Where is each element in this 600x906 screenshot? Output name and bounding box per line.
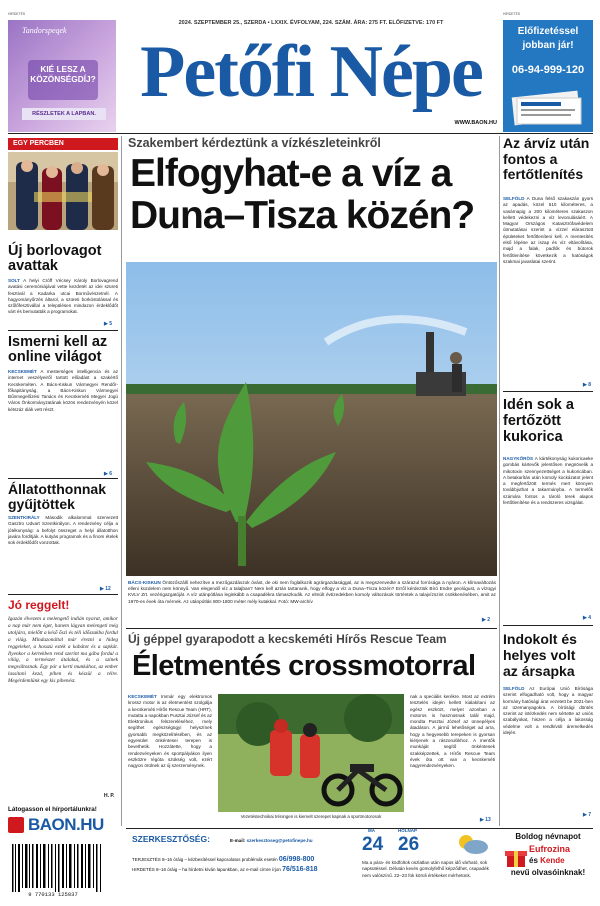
right-column [503, 136, 593, 826]
borlovag-photo[interactable] [8, 152, 118, 230]
ad-label-left: HIRDETÉS [8, 12, 26, 16]
staff-box [132, 830, 364, 900]
article-body: SOLT A helyi Cróff Vécsey Károly Borlovagrend avatási ceremóniájával vette kezdetét az idei szüreti fesztivál a Kadarka utcai Borművészetnél. A hagyományőrzés áltarol, a szüreti borkóstolással és szőlőfesztivállal a településen mindazon érdeklődőt várt és bemutatták a programokat. [8, 278, 118, 315]
newspaper-stack-icon [511, 86, 585, 126]
page-ref[interactable]: ▶ 13 [480, 817, 491, 823]
lead-photo-irrigation[interactable] [126, 262, 497, 576]
weather-text: Ma a pára- és ködfoltok oszlatlan után napos idő várható, sok napsütéssel. Délután kevés gomolyfelhő képződhet, csapadék nem valószínű. 22–23 fok körüli értékeket mérhetünk. [362, 860, 489, 878]
baon-logo-text: BAON.HU [28, 815, 104, 834]
baon-logo-icon [8, 817, 24, 833]
portal-promo-text: Látogasson el hírportálunkra! [8, 806, 97, 813]
left-column [8, 136, 118, 826]
weather-box [362, 830, 498, 900]
newspaper-title: Petőfi Népe [140, 31, 482, 113]
advert-row: HIRDETÉS 8–16 óráig – ha hírdetni kíván lapunkban, az e-mail címre írjon 76/516-818 [132, 866, 318, 873]
lead-headline[interactable]: Elfogyhat-e a víz a Duna–Tisza közén? [130, 152, 475, 237]
nameday-and: és Kende [529, 856, 565, 865]
page-ref[interactable]: ▶ 12 [100, 586, 111, 592]
lead-caption: BÁCS-KISKUN Öntözőszállí nehezítve a mezőgazdászok óvást, de oki nem foglalkozik agrárgazdasággal, az is megszenvedte a szárazul forrósága a nyáron. A klímaváltozás elleni küzdelem nem könnyű. Van elegendő víz a talajban? Nem kell aztán tartanunk, hogy elfogy a víz a Duna–Tisza közén? Erről kérdeztük Bíró Endre geológust, a vízügyi KVLV Zrt. vezérigazgatóját. A víz utánpótlása leginkább a csapadékra támaszkodik. Az elmúlt évtizedekben komoly változások történtek a talajvízszint csökkenésében, amit az 1970-es évek óta mérnek. Az utánpótlás 800-1800 méter mély kutakkal. Fotó: MW-archív [128, 580, 496, 604]
staff-label: SZERKESZTŐSÉG: [132, 834, 210, 844]
weather-tomorrow-label: HOLNAP [398, 828, 417, 833]
article-body: SELFÖLD A Duna felső szakaszán gyors az apadás, közel 510 kilométeres, a vasárnapig a 200 kilométeres szakaszon kellett védekezni a víz levonulásáért. A Magyar Országos Katasztrófavédelem útmutatásai szerint a vízzel elárasztott épületeket fertőtleníteni kell. A mentesítés első lépése az iszap és víz eltávolítása, majd a falak, padlók és bútorok fertőtlenítése következik a hatóságok szakmai javaslatai szerint. [503, 196, 593, 264]
article-title[interactable]: Az árvíz után fontos a fertőtlenítés [503, 135, 590, 182]
second-headline[interactable]: Életmentés crossmotorral [132, 650, 476, 682]
masthead [125, 20, 497, 132]
page-ref[interactable]: ▶ 2 [482, 617, 491, 623]
weather-tomorrow-temp: 26 [398, 834, 420, 855]
baon-logo[interactable] [8, 815, 118, 835]
gift-icon [505, 846, 527, 868]
photo-caption: Vezetéstechnikai tréningen is kiemelt szerepet kapnak a sportmotorosok [240, 814, 382, 819]
article-title[interactable]: Állatotthonnak gyűjtöttek [8, 481, 106, 512]
weather-today-temp: 24 [362, 834, 384, 855]
story-column-1: KECSKEMÉT Immár egy elektromos krossz motor is az életmentést szolgálja a kecskeméti Hírős Rescue Team (HRT), mutatta a napokban Pusztai József és az Elektronikus felszereléséhez, mely segíthet egészségügyi helyszínek gyorsabb megközelítésében, és az egyesület önkéntesei terepen is bevethetik. Hozzátette, hogy a rendezvényeken és sportpályákon ilyen eszközre régóta szükség volt, ezért nagyon örülnek az új szerzeménynek. [128, 694, 212, 769]
article-body: SELFÖLD Az Európai Unió Bírósága szerint elfogadható volt, hogy a magyar kormány hatósági árat vezetett be 2021-ben az üzemanyagokra. A bírósági döntés szerint az intézkedés nem sértette az uniós szabályokat, hiszen a célja a lakosság védelme volt a rendkívüli áremelkedés idején. [503, 686, 593, 736]
nameday-line2: nevű olvasóinknak! [510, 868, 586, 877]
column-body: Igazán élvezem a melengető indián nyarat, amikor a nap már nem éget, hanem lágyan melengeti még utoljára, mielőtt a késő őszi és téli időszakba fordul a világ. Mindazonáltal már érezni a hideg reggeleket, a hosszú esték a kabátot és a sapkát. Ilyenkor a kertekben rend szerint ma gába fordul a világ, a természet átalakul, és a színek megváltoznak. Egy pár a kerti munkához, az ember lassítani kezd, pihen és készül a télre. Megérdemlünk egy kis pihenést. [8, 616, 118, 685]
article-title[interactable]: Ismerni kell az online világot [8, 334, 108, 365]
article-title[interactable]: Új borlovagot avattak [8, 243, 102, 274]
article-tag: SOLT [8, 278, 20, 283]
ad-headline: KIÉ LESZ A KÖZÖNSÉGDÍJ? [30, 64, 96, 84]
column-title: Jó reggelt! [8, 598, 70, 612]
page-ref[interactable]: ▶ 7 [583, 812, 592, 818]
subscription-line1: Előfizetéssel [517, 26, 579, 37]
main-column [126, 136, 497, 826]
nameday-promo [503, 830, 593, 902]
subscription-phone[interactable]: 06-94-999-120 [511, 64, 585, 76]
email-row[interactable]: E-mail: szerkesztoseg@petofinepe.hu [230, 838, 313, 843]
issue-info: 2024. SZEPTEMBER 25., SZERDA • LXXIX. ÉVFOLYAM, 224. SZÁM. ÁRA: 275 FT. ELŐFIZETVE: 170 FT [178, 20, 444, 26]
subscription-ad[interactable] [503, 20, 593, 132]
article-body: KECSKEMÉT A mesterséges intelligencia és az internet veszélyeiről tartott előadást a szakértő Kecskeméten. A Bács-Kiskun Vármegyei Rendőr-főkapitányság, a Bács-Kiskun Vármegyei Bűnmegelőzési Tanács és Kecskeméti Megyei Jogú Város Önkormányzatának közös rendezvényén közel kétszáz diák vett részt. [8, 369, 118, 412]
motorcycle-photo[interactable] [218, 694, 404, 812]
lead-kicker: Szakembert kérdeztünk a vízkészleteinkről [128, 136, 381, 150]
page-ref[interactable]: ▶ 8 [583, 382, 592, 388]
cloudy-sun-icon [452, 832, 492, 856]
page-ref[interactable]: ▶ 4 [583, 615, 592, 621]
article-body: NAGYKŐRÖS A kártékonyság kukoricaeke gombás kártevők jelentősen megnövelik a mikotoxin szennyezettséget a kukoricában. A betakarítás után komoly kockázatot jelent a megfertőzött termés mert könnyen továbbjuthat a takarmányba. A termelők számára fontos a tároló terek alapos fertőtlenítése és a rendszeres vizsgálat. [503, 456, 593, 506]
page-ref[interactable]: ▶ 6 [104, 471, 113, 477]
subscription-line2: jobban jár! [522, 40, 574, 51]
article-title[interactable]: Idén sok a fertőzött kukorica [503, 397, 574, 445]
nameday-line1: Boldog névnapot [515, 832, 581, 841]
ad-cta[interactable]: RÉSZLETEK A LAPBAN. [22, 108, 106, 120]
weather-today-label: MA [368, 828, 375, 833]
site-url[interactable]: WWW.BAON.HU [454, 120, 497, 126]
distribution-row: TERJESZTÉS 8–16 óráig – kézbesítéssel kapcsolatos problémák esetén 06/998-800 [132, 856, 315, 863]
barcode-number: 9 770133 125037 [28, 891, 78, 898]
second-kicker: Új géppel gyarapodott a kecskeméti Hírős Rescue Team [128, 632, 447, 646]
article-body: SZENTKIRÁLY Második alkalommal szervezett Gasztro Udvart Szentkirályon. A rendezvény célja a jótékonyság: a befolyt összeget a helyi állatotthon javára fordítják. A kutyás programok és a finom ételek sok érdeklődőt vonzottak. [8, 515, 118, 546]
ad-banner-left[interactable] [8, 20, 116, 132]
ad-label-right: HIRDETÉS [503, 12, 521, 16]
section-egy-percben: EGY PERCBEN [8, 138, 118, 150]
page-ref[interactable]: ▶ 5 [104, 321, 113, 327]
column-signature: H. P. [104, 793, 115, 799]
story-column-3: nak a speciális kerékre. Most az extrém tesztelés idején kellett kialakítani az egész eszközt, melyet azonban a motoros is hasznosnak talál majd, mondta Pusztai József az ünnepélyes átadáson. A jármű lehetőséget ad arra, hogy a hegyesebb terepeken is gyorsan kiérjenek a rászorulókhoz. A mentők munkáját segítő önkéntesek szakképzettek, a Hírős Rescue Team évek óta ott van a kecskeméti nagyrendezvényeken. [410, 694, 495, 769]
nameday-name1: Eufrozina [529, 844, 571, 854]
article-title[interactable]: Indokolt és helyes volt az ársapka [503, 631, 577, 679]
ad-brand: Tandorspeqek [22, 26, 67, 35]
